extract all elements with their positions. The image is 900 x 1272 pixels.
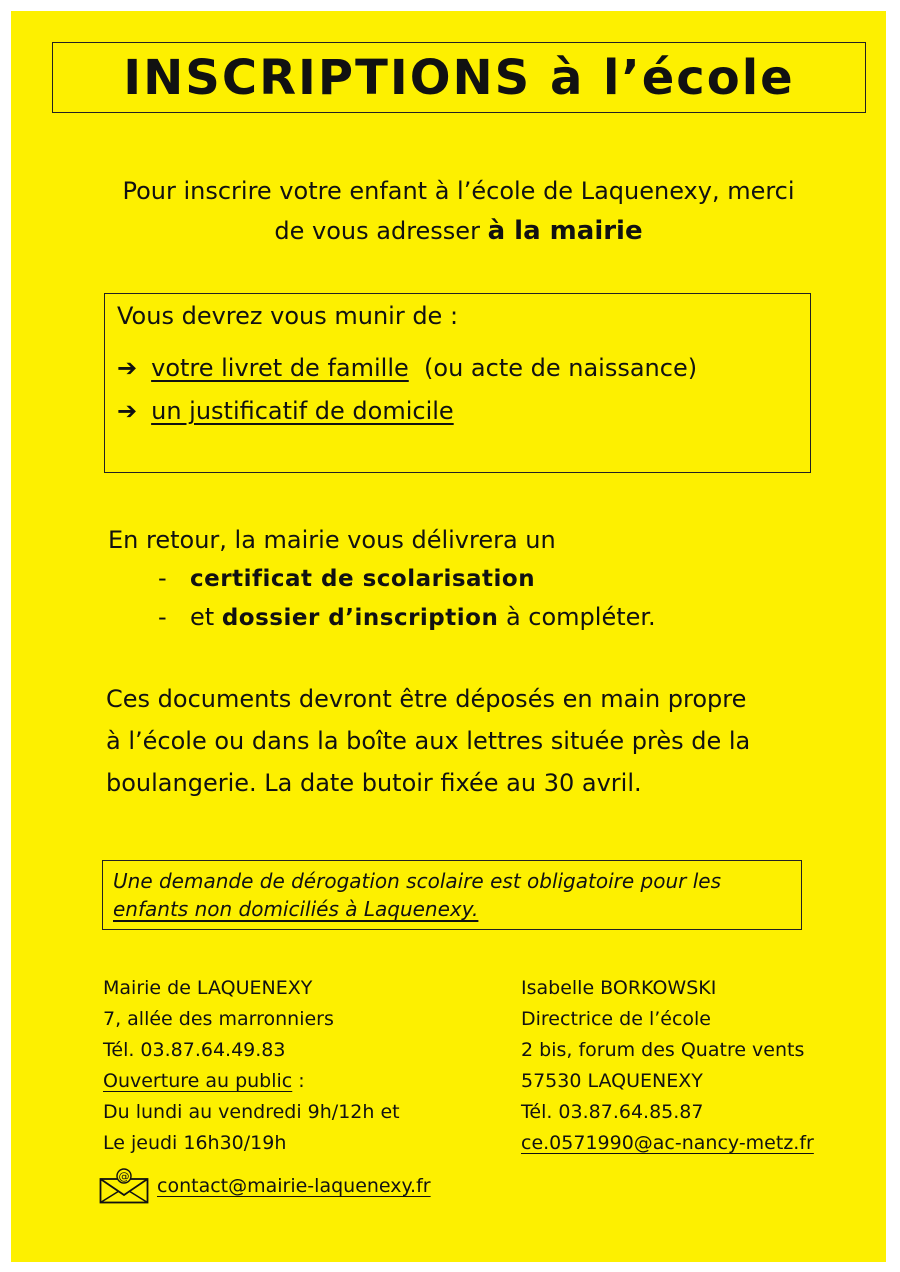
ecole-email-link[interactable]: ce.0571990@ac-nancy-metz.fr <box>521 1132 814 1154</box>
requirement-note: (ou acte de naissance) <box>424 354 698 382</box>
derogation-line-1: Une demande de dérogation scolaire est obligatoire pour les <box>113 869 721 893</box>
svg-text:@: @ <box>118 1170 130 1183</box>
mairie-hours-colon: : <box>292 1070 305 1092</box>
ecole-contact <box>521 973 814 1159</box>
title-box <box>52 42 866 113</box>
intro-text <box>51 171 866 251</box>
mairie-email-link[interactable]: contact@mairie-laquenexy.fr <box>157 1175 431 1197</box>
envelope-at-icon <box>99 1168 149 1204</box>
arrow-right-icon: ➔ <box>117 354 138 382</box>
requirement-item <box>117 354 697 382</box>
mairie-name: Mairie de LAQUENEXY <box>103 977 313 999</box>
derogation-notice <box>102 860 802 930</box>
intro-line-2-bold: à la mairie <box>487 216 643 246</box>
return-bullet-2-bold: dossier d’inscription <box>221 605 499 631</box>
mairie-email-row <box>99 1168 431 1204</box>
derogation-line-2: enfants non domiciliés à Laquenexy. <box>113 897 479 921</box>
ecole-address: 2 bis, forum des Quatre vents <box>521 1039 805 1061</box>
intro-line-2 <box>51 211 866 251</box>
return-bullet-1-bold: certificat de scolarisation <box>190 566 536 592</box>
requirement-item <box>117 397 454 425</box>
requirement-label: votre livret de famille <box>151 354 409 382</box>
requirements-heading: Vous devrez vous munir de : <box>117 302 459 330</box>
deposit-line-3: boulangerie. La date butoir fixée au 30 avril. <box>106 769 642 797</box>
arrow-right-icon: ➔ <box>117 397 138 425</box>
mairie-hours-2: Le jeudi 16h30/19h <box>103 1132 287 1154</box>
return-bullet-2-prefix: et <box>190 603 222 631</box>
requirements-box <box>104 293 811 473</box>
intro-line-2-prefix: de vous adresser <box>274 217 488 245</box>
intro-line-1: Pour inscrire votre enfant à l’école de Laquenexy, merci <box>122 177 795 205</box>
return-bullet-2: - et dossier d’inscription à compléter. <box>158 603 656 631</box>
ecole-city: 57530 LAQUENEXY <box>521 1070 703 1092</box>
return-lead: En retour, la mairie vous délivrera un <box>108 526 556 554</box>
requirement-label: un justificatif de domicile <box>151 397 454 425</box>
ecole-director-name: Isabelle BORKOWSKI <box>521 977 717 999</box>
return-bullet-2-suffix: à compléter. <box>498 603 656 631</box>
deposit-line-1: Ces documents devront être déposés en main propre <box>106 685 747 713</box>
return-info <box>108 521 656 637</box>
page-title: INSCRIPTIONS à l’école <box>123 49 795 106</box>
mairie-address: 7, allée des marronniers <box>103 1008 334 1030</box>
deposit-text <box>106 678 866 804</box>
mairie-contact <box>103 973 400 1159</box>
mairie-phone: Tél. 03.87.64.49.83 <box>103 1039 286 1061</box>
flyer-page <box>11 11 886 1262</box>
ecole-director-role: Directrice de l’école <box>521 1008 711 1030</box>
mairie-hours-heading <box>103 1066 400 1097</box>
mairie-hours-label: Ouverture au public <box>103 1070 293 1092</box>
ecole-phone: Tél. 03.87.64.85.87 <box>521 1101 704 1123</box>
return-bullet-1: - certificat de scolarisation <box>158 564 536 592</box>
mairie-hours-1: Du lundi au vendredi 9h/12h et <box>103 1101 400 1123</box>
deposit-line-2: à l’école ou dans la boîte aux lettres située près de la <box>106 727 751 755</box>
